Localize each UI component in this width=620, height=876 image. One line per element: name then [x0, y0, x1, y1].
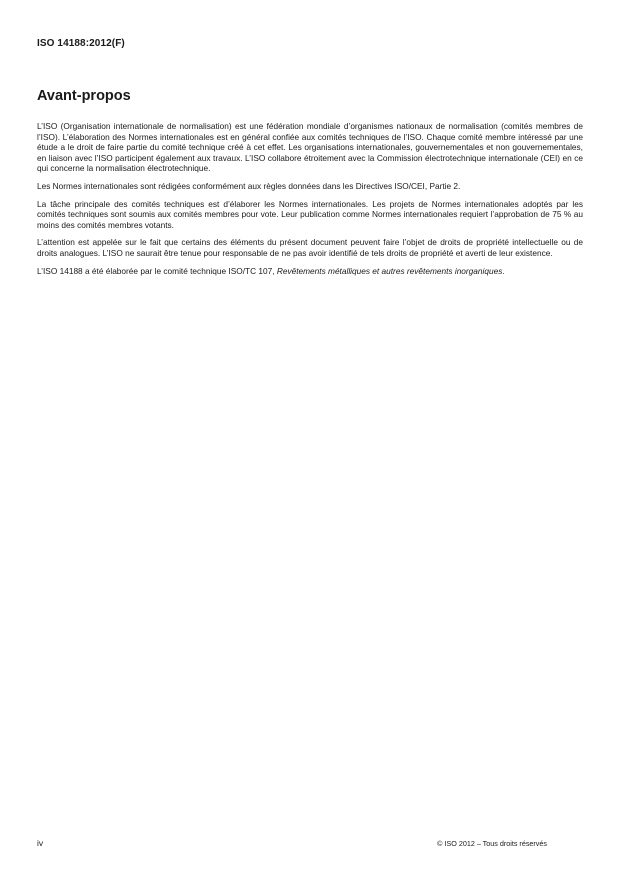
- paragraph-directives: Les Normes internationales sont rédigées conformément aux règles données dans les Directives ISO/CEI, Partie 2.: [37, 180, 461, 191]
- paragraph-patent-rights: L’attention est appelée sur le fait que certains des éléments du présent document peuvent faire l’objet de droits de propriété intellectuelle ou de droits analogues. L’ISO ne saurait être tenue pour responsable de ne pas avoir identifié de tels droits de propriété et averti de leur existence.: [37, 237, 583, 258]
- committee-title-italic: Revêtements métalliques et autres revêtements inorganiques: [276, 265, 503, 276]
- foreword-body: [37, 121, 583, 283]
- page-number: iv: [37, 838, 44, 848]
- committee-origin-end: .: [502, 265, 505, 276]
- copyright-notice: © ISO 2012 – Tous droits réservés: [437, 839, 547, 848]
- paragraph-iso-organisation: L’ISO (Organisation internationale de normalisation) est une fédération mondiale d’organismes nationaux de normalisation (comités membres de l’ISO). L’élaboration des Normes internationales est en général confiée aux comités techniques de l’ISO. Chaque comité membre intéressé par une étude a le droit de faire partie du comité technique créé à cet effet. Les organisations internationales, gouvernementales et non gouvernementales, en liaison avec l’ISO participent également aux travaux. L’ISO collabore étroitement avec la Commission électrotechnique internationale (CEI) en ce qui concerne la normalisation électrotechnique.: [37, 121, 583, 174]
- document-id-header: ISO 14188:2012(F): [37, 38, 125, 49]
- paragraph-technical-committees: La tâche principale des comités techniques est d’élaborer les Normes internationales. Les projets de Normes internationales adoptés par les comités techniques sont soumis aux comités membres pour vote. Leur publication comme Normes internationales requiert l’approbation de 75 % au moins des comités membres votants.: [37, 198, 583, 230]
- paragraph-committee-origin: [37, 266, 583, 277]
- committee-origin-text: L’ISO 14188 a été élaborée par le comité technique ISO/TC 107,: [37, 265, 277, 276]
- page-title: Avant-propos: [37, 88, 131, 104]
